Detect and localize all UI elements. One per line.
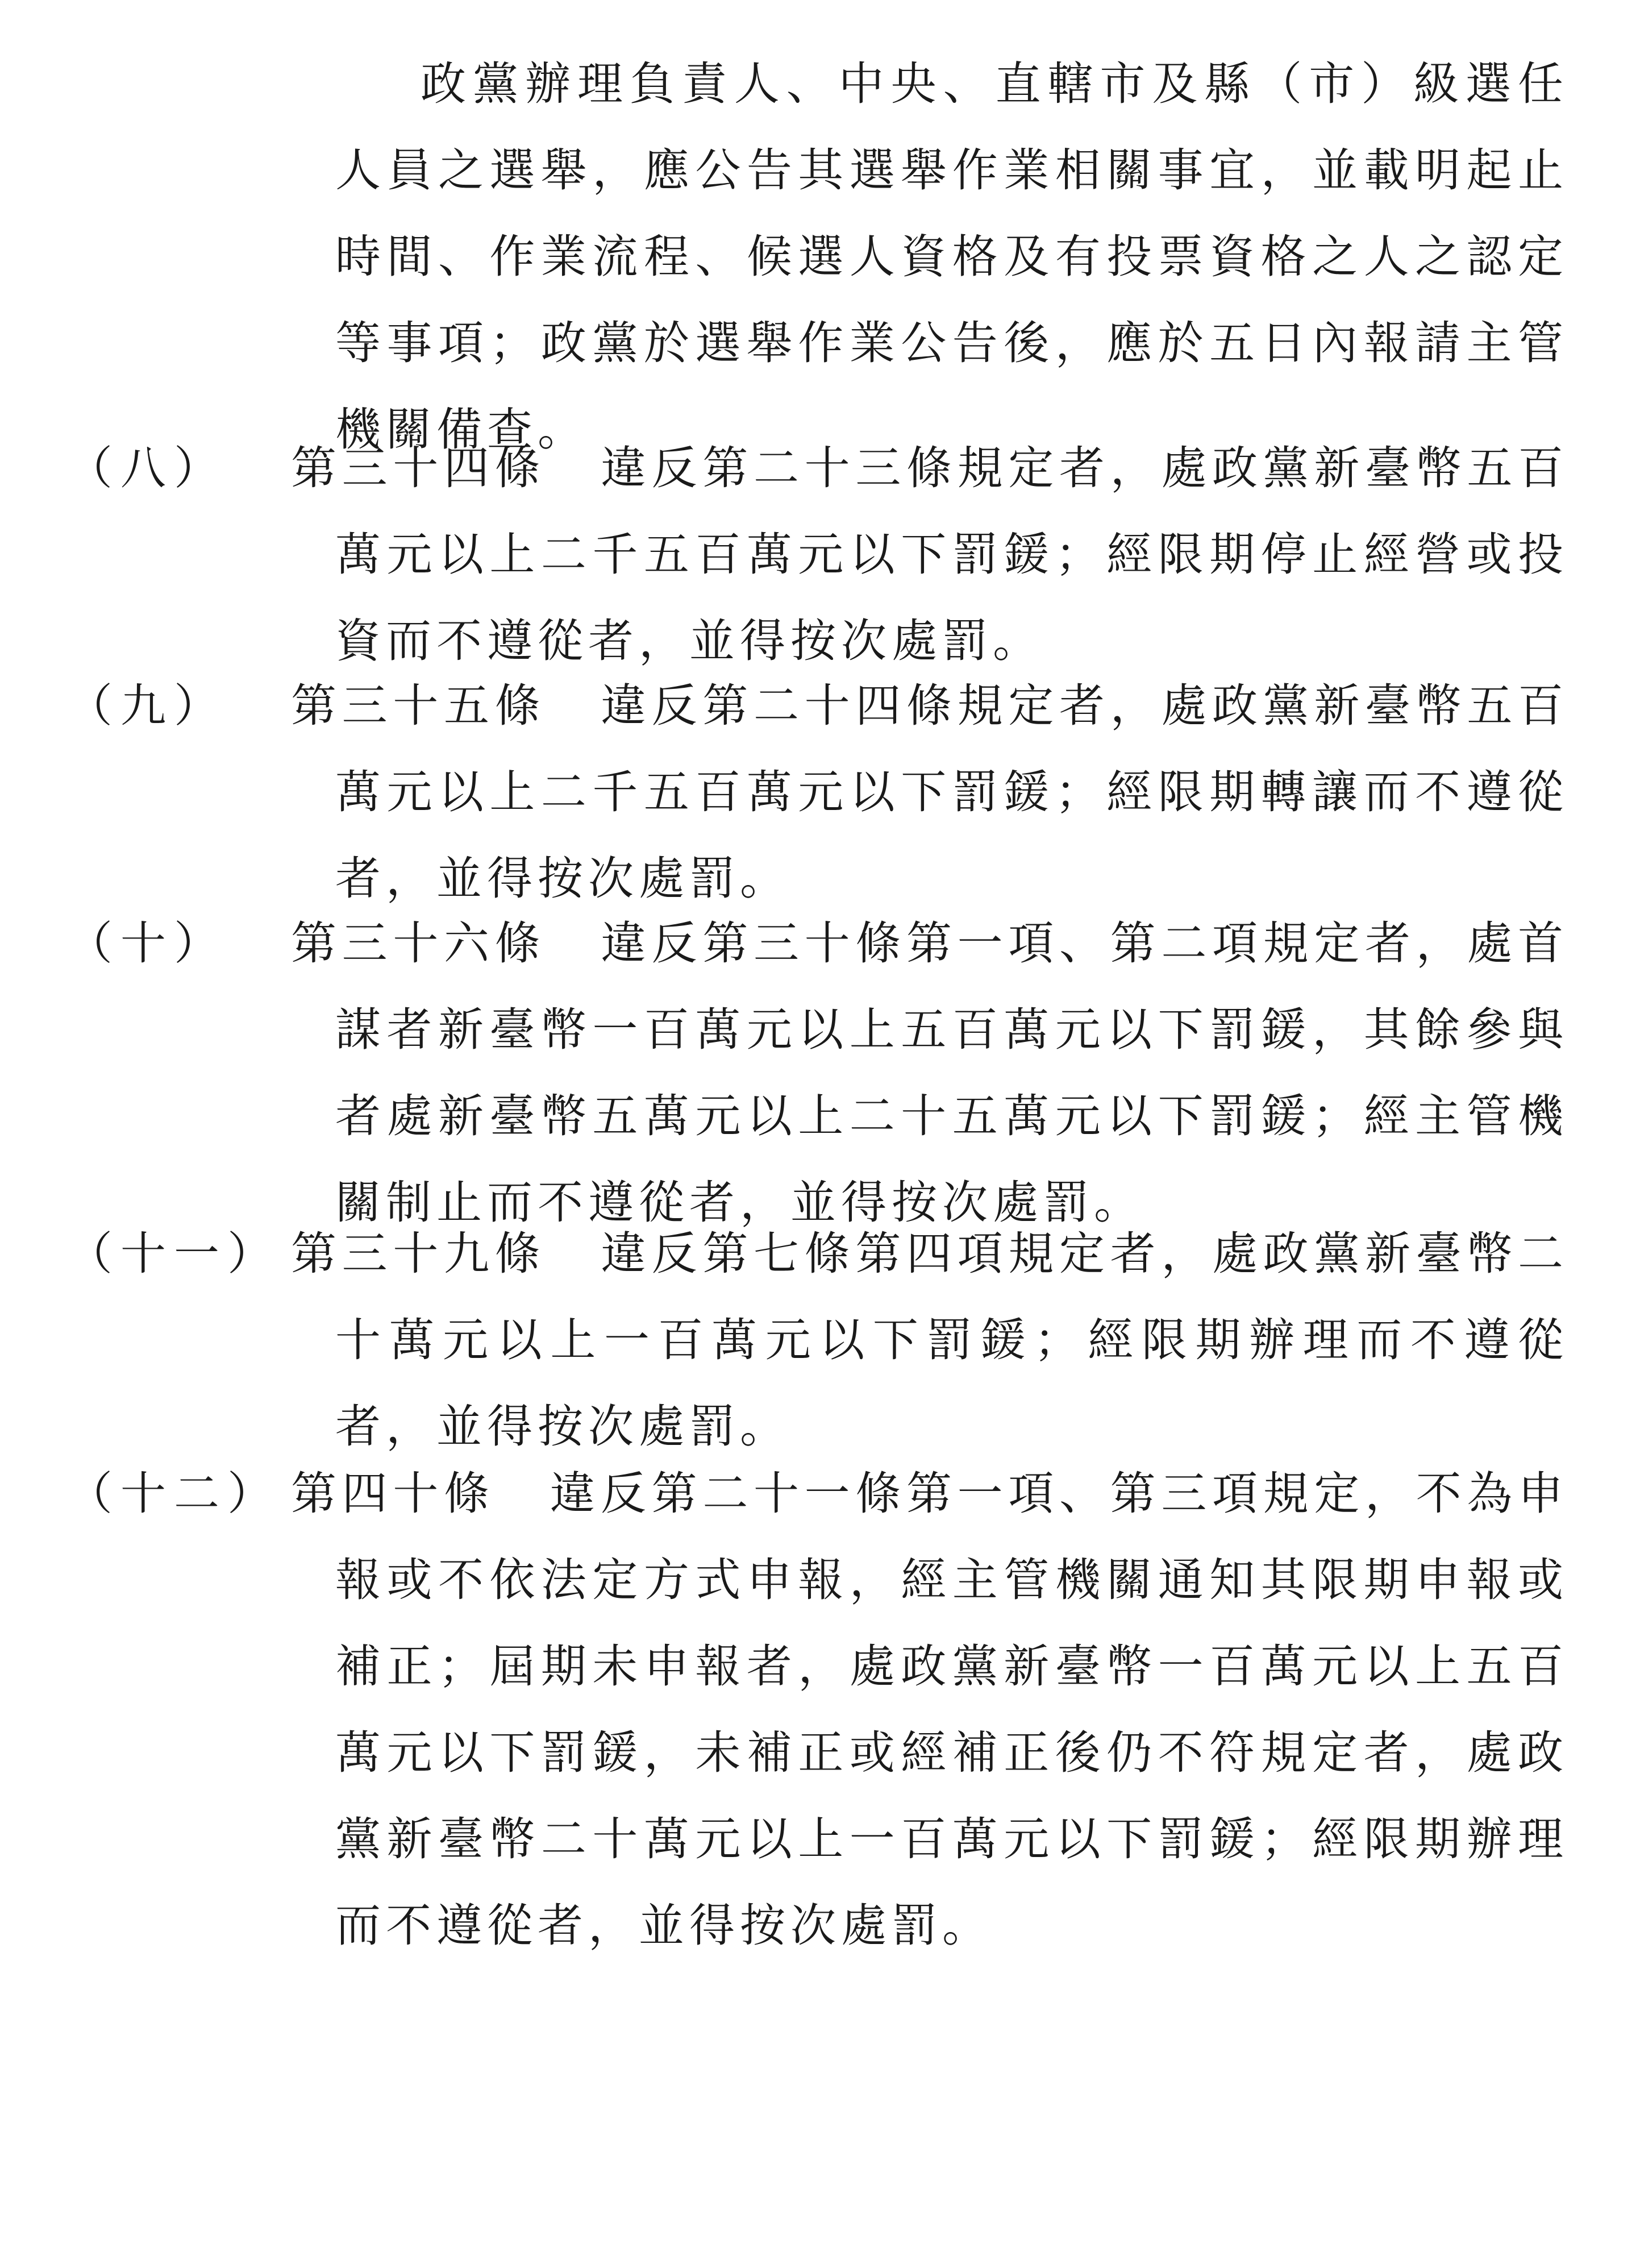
clause-number: （九）	[67, 679, 227, 732]
clause-number: （十）	[67, 917, 227, 970]
clause-number: （十一）	[67, 1227, 281, 1280]
intro-paragraph: 政黨辦理負責人、中央、直轄市及縣（市）級選任人員之選舉，應公告其選舉作業相關事宜，並載明起止時間、作業流程、候選人資格及有投票資格之人之認定等事項；政黨於選舉作業公告後，應於五日內報請主管機關備查。	[335, 57, 1568, 456]
article-title: 第三十五條	[291, 679, 546, 732]
clause-body	[291, 1211, 1568, 1470]
article-title: 第三十九條	[291, 1227, 546, 1280]
article-title: 第三十六條	[291, 917, 546, 970]
clause-text: 違反第二十一條第一項、第三項規定，不為申報或不依法定方式申報，經主管機關通知其限期申報或補正；屆期未申報者，處政黨新臺幣一百萬元以上五百萬元以下罰鍰，未補正或經補正後仍不符規定者，處政黨新臺幣二十萬元以上一百萬元以下罰鍰；經限期辦理而不遵從者，並得按次處罰。	[335, 1467, 1569, 1952]
clause-number: （十二）	[67, 1467, 281, 1520]
clause-text: 違反第三十條第一項、第二項規定者，處首謀者新臺幣一百萬元以上五百萬元以下罰鍰，其餘參與者處新臺幣五萬元以上二十五萬元以下罰鍰；經主管機關制止而不遵從者，並得按次處罰。	[335, 917, 1569, 1229]
clause-number: （八）	[67, 442, 227, 495]
clause-body	[291, 900, 1568, 1246]
article-title: 第三十四條	[291, 442, 546, 495]
clause-body	[291, 663, 1568, 922]
article-title: 第四十條	[291, 1467, 495, 1520]
clause-text: 違反第二十三條規定者，處政黨新臺幣五百萬元以上二千五百萬元以下罰鍰；經限期停止經營或投資而不遵從者，並得按次處罰。	[335, 442, 1569, 667]
clause-text: 違反第二十四條規定者，處政黨新臺幣五百萬元以上二千五百萬元以下罰鍰；經限期轉讓而不遵從者，並得按次處罰。	[335, 679, 1569, 905]
clause-text: 違反第七條第四項規定者，處政黨新臺幣二十萬元以上一百萬元以下罰鍰；經限期辦理而不遵從者，並得按次處罰。	[335, 1227, 1569, 1453]
clause-body	[291, 425, 1568, 684]
clause-body	[291, 1451, 1568, 1969]
